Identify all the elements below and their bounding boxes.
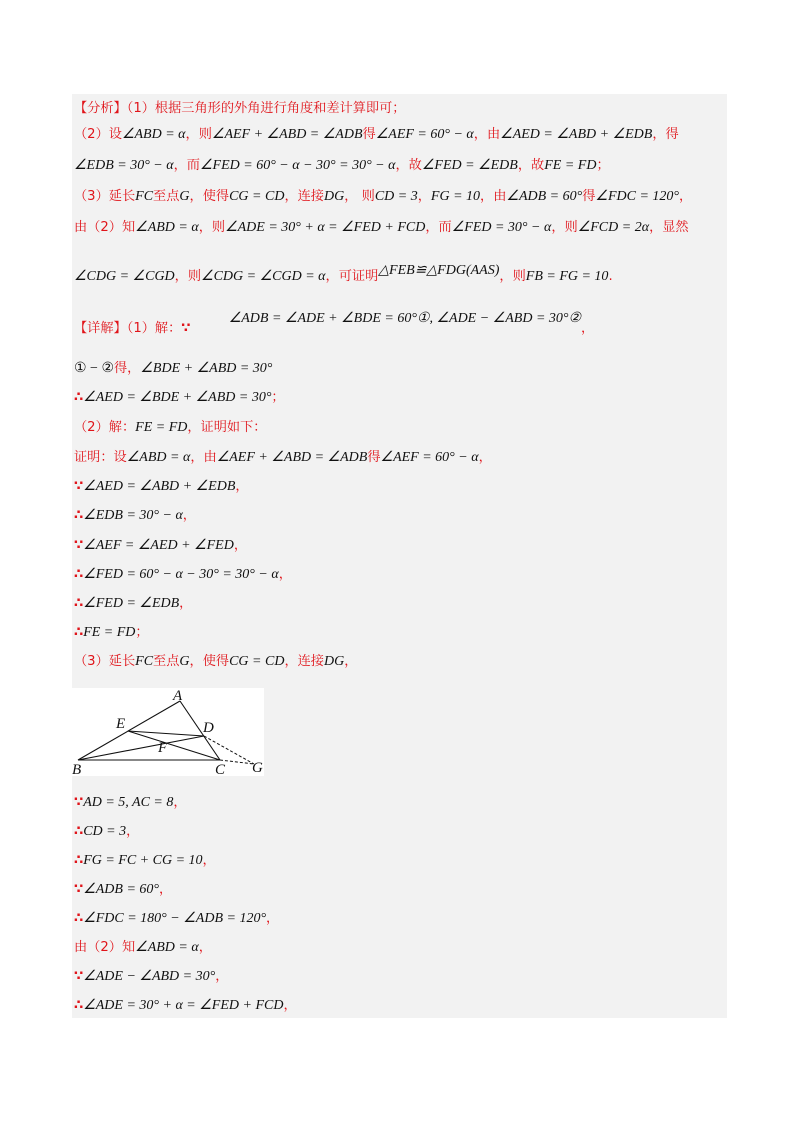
- text: 由（2）知: [74, 940, 136, 955]
- text: 得: [362, 127, 376, 142]
- detail-line12: [74, 653, 357, 671]
- text: 至点: [153, 189, 180, 204]
- analysis-part3-line3: [74, 263, 613, 286]
- text: ，连接: [284, 654, 324, 669]
- text: 得: [367, 450, 381, 465]
- because-symbol: ∵: [74, 882, 84, 897]
- text: ，则: [499, 269, 526, 284]
- math: ∠FDC = 120°: [595, 189, 679, 204]
- detail-line16: [74, 881, 172, 899]
- text: 得，: [114, 361, 141, 376]
- label-C: C: [215, 762, 226, 776]
- text: ，: [581, 321, 595, 336]
- math: ∠BDE + ∠ABD = 30°: [140, 361, 273, 376]
- detail-line3: [74, 389, 285, 407]
- math: DG: [324, 654, 345, 669]
- math: ∠FED = ∠EDB: [83, 596, 180, 611]
- therefore-symbol: ∴: [74, 567, 84, 582]
- math: G: [179, 189, 190, 204]
- math: CG = CD: [229, 654, 285, 669]
- math: G: [179, 654, 190, 669]
- math: CG = CD: [229, 189, 285, 204]
- detail-line20: [74, 997, 297, 1015]
- detail-heading: 【详解】: [74, 321, 127, 336]
- math: ∠ADB = 60°: [83, 882, 159, 897]
- text: ， 则: [344, 189, 375, 204]
- text: ，而: [173, 158, 200, 173]
- math: ∠FED = 30° − α: [451, 220, 552, 235]
- math: FB = FG = 10: [525, 269, 609, 284]
- text: （3）延长: [74, 189, 136, 204]
- math: ∠ADE − ∠ABD = 30°: [83, 969, 216, 984]
- text: 至点: [153, 654, 180, 669]
- math: △FEB≌△FDG(AAS): [378, 263, 500, 278]
- text: ，可证明: [325, 269, 379, 284]
- math: ∠AEF = 60° − α: [375, 127, 474, 142]
- text: ，由: [190, 450, 217, 465]
- text: ；: [596, 158, 610, 173]
- segment-ED: [128, 731, 204, 736]
- math: FE = FD: [135, 420, 188, 435]
- because-symbol: ∵: [74, 538, 84, 553]
- math: ∠FED = 60° − α − 30° = 30° − α: [83, 567, 279, 582]
- math: ∠AED = ∠BDE + ∠ABD = 30°: [83, 390, 272, 405]
- therefore-symbol: ∴: [74, 998, 84, 1013]
- detail-line15: [74, 852, 216, 870]
- math: ∠CDG = ∠CGD = α: [201, 269, 326, 284]
- text: ，而: [425, 220, 452, 235]
- math: ∠ADB = ∠ADE + ∠BDE = 60°①, ∠ADE − ∠ABD = 30°②: [228, 311, 582, 326]
- because-symbol: ∵: [74, 479, 84, 494]
- math: ∠ABD = α: [126, 450, 191, 465]
- label-B: B: [72, 762, 82, 776]
- label-E: E: [116, 716, 126, 732]
- text: ，: [126, 824, 140, 839]
- therefore-symbol: ∴: [74, 508, 84, 523]
- text: ，: [278, 567, 292, 582]
- math: ∠AED = ∠ABD + ∠EDB: [83, 479, 236, 494]
- analysis-part2-line2: [74, 157, 610, 175]
- detail-line7: [74, 507, 196, 525]
- math: ∠EDB = 30° − α: [83, 508, 183, 523]
- detail-line4: [74, 419, 266, 437]
- text: ，: [173, 795, 187, 810]
- segment-AC: [180, 701, 220, 760]
- text: ，: [679, 189, 693, 204]
- text: ，则: [185, 127, 212, 142]
- detail-line17: [74, 910, 279, 928]
- text: （3）延长: [74, 654, 136, 669]
- math: FC: [135, 654, 154, 669]
- therefore-symbol: ∴: [74, 596, 84, 611]
- text: ，: [478, 450, 492, 465]
- text: ，由: [480, 189, 507, 204]
- analysis-heading: 【分析】: [74, 101, 127, 116]
- text: ，: [235, 479, 249, 494]
- math: FE = FD: [544, 158, 597, 173]
- text: 得: [582, 189, 596, 204]
- analysis-part3-line1: [74, 188, 692, 206]
- text: ，显然: [649, 220, 689, 235]
- triangle-diagram: [72, 688, 264, 776]
- analysis-part2-line1: [74, 126, 679, 144]
- detail-line19: [74, 968, 228, 986]
- text: （1）解：: [126, 321, 182, 336]
- text: ，: [344, 654, 358, 669]
- therefore-symbol: ∴: [74, 625, 84, 640]
- text: ，: [182, 508, 196, 523]
- math: FE = FD: [83, 625, 136, 640]
- detail-line5: [74, 449, 492, 467]
- geometry-figure: [72, 688, 264, 776]
- detail-line2: [74, 360, 272, 378]
- therefore-symbol: ∴: [74, 853, 84, 868]
- label-D: D: [203, 720, 214, 736]
- text: ，证明如下：: [187, 420, 267, 435]
- math: ∠EDB = 30° − α: [74, 158, 174, 173]
- text: ，使得: [189, 654, 230, 669]
- math: ∠ADB = 60°: [506, 189, 583, 204]
- text: ，则: [551, 220, 578, 235]
- detail-line14: [74, 823, 139, 841]
- math: CD = 3: [83, 824, 127, 839]
- math: ∠AEF + ∠ABD = ∠ADB: [211, 127, 363, 142]
- text: 由（2）知: [74, 220, 136, 235]
- label-A: A: [173, 688, 183, 704]
- text: ，: [417, 189, 431, 204]
- text: ，: [283, 998, 297, 1013]
- text: ，: [159, 882, 173, 897]
- detail-line8: [74, 537, 247, 555]
- segment-BD: [78, 736, 204, 760]
- text: ，: [198, 940, 212, 955]
- text: 证明：设: [74, 450, 127, 465]
- text: ，: [233, 538, 248, 553]
- math: ∠AEF = 60° − α: [380, 450, 479, 465]
- text: ，: [266, 911, 280, 926]
- math: DG: [324, 189, 345, 204]
- text: ，得: [652, 127, 679, 142]
- label-G: G: [252, 760, 263, 776]
- text: （2）设: [74, 127, 122, 142]
- detail-line13: [74, 794, 187, 812]
- math: CD = 3: [374, 189, 418, 204]
- text: .: [608, 269, 613, 284]
- math: ∠AEF + ∠ABD = ∠ADB: [216, 450, 368, 465]
- text: ，: [179, 596, 193, 611]
- math: ① − ②: [74, 361, 114, 376]
- label-F: F: [158, 740, 168, 756]
- text: ，使得: [189, 189, 230, 204]
- math: ∠FED = ∠EDB: [421, 158, 518, 173]
- text: ，由: [473, 127, 501, 142]
- text: ，故: [517, 158, 545, 173]
- analysis-heading-line: [74, 100, 405, 118]
- math: ∠AED = ∠ABD + ∠EDB: [500, 127, 653, 142]
- math: ∠ABD = α: [121, 127, 186, 142]
- text: ；: [135, 625, 149, 640]
- text: ，连接: [284, 189, 324, 204]
- math: ∠FDC = 180° − ∠ADB = 120°: [83, 911, 267, 926]
- because-symbol: ∵: [181, 321, 191, 336]
- text: ，则: [198, 220, 226, 235]
- math: ∠ABD = α: [135, 220, 199, 235]
- therefore-symbol: ∴: [74, 390, 84, 405]
- math: FG = FC + CG = 10: [83, 853, 203, 868]
- math: ∠FED = 60° − α − 30° = 30° − α: [199, 158, 396, 173]
- math: ∠FCD = 2α: [577, 220, 650, 235]
- detail-line11: [74, 624, 149, 642]
- text: ，故: [395, 158, 422, 173]
- math: ∠ADE = 30° + α = ∠FED + FCD: [83, 998, 284, 1013]
- text: ，: [215, 969, 229, 984]
- math: ∠ADE = 30° + α = ∠FED + FCD: [225, 220, 426, 235]
- text: ，则: [174, 269, 202, 284]
- math: FC: [135, 189, 154, 204]
- math: ∠ABD = α: [135, 940, 199, 955]
- text: （2）解：: [74, 420, 136, 435]
- therefore-symbol: ∴: [74, 824, 84, 839]
- because-symbol: ∵: [74, 969, 84, 984]
- detail-line6: [74, 478, 249, 496]
- detail-line9: [74, 566, 292, 584]
- analysis-part1: （1）根据三角形的外角进行角度和差计算即可；: [126, 101, 406, 116]
- math: ∠AEF = ∠AED + ∠FED: [83, 538, 234, 553]
- detail-line10: [74, 595, 192, 613]
- math: ∠CDG = ∠CGD: [74, 269, 175, 284]
- therefore-symbol: ∴: [74, 911, 84, 926]
- detail-line18: [74, 939, 212, 957]
- math: AD = 5, AC = 8: [83, 795, 174, 810]
- detail-heading-line: [74, 311, 595, 338]
- analysis-part3-line2: [74, 219, 689, 237]
- math: FG = 10: [430, 189, 481, 204]
- text: ，: [202, 853, 216, 868]
- text: ；: [271, 390, 285, 405]
- because-symbol: ∵: [74, 795, 84, 810]
